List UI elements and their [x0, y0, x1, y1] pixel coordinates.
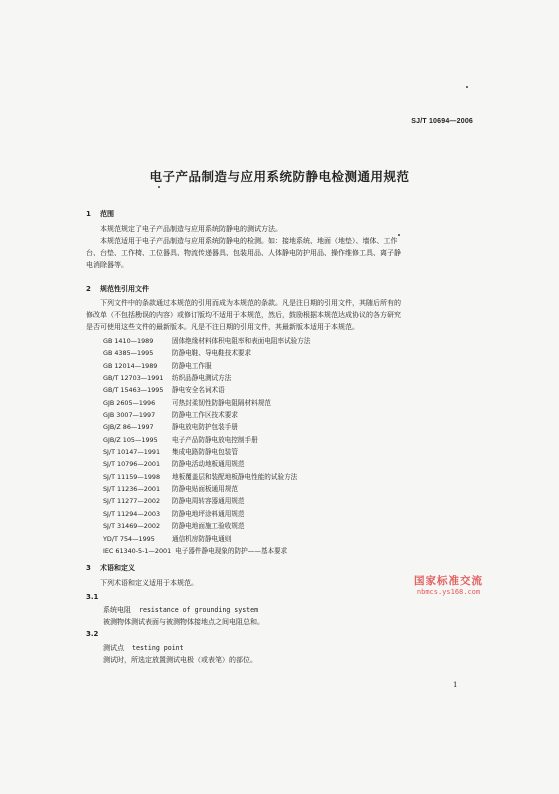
reference-title: 地板覆盖层和装配地板静电性能的试验方法: [172, 472, 298, 481]
reference-code: SJ/T 31469—2002: [103, 522, 161, 531]
references-intro-line-1: 下列文件中的条款通过本规范的引用而成为本规范的条款。凡是注日期的引用文件，其随后所有的: [100, 299, 401, 307]
reference-code: GJB/Z 105—1995: [103, 435, 158, 444]
page-number: 1: [453, 681, 458, 689]
scope-paragraph: [86, 223, 471, 271]
reference-item: [103, 508, 310, 520]
reference-title: 纺织品静电测试方法: [172, 374, 232, 383]
reference-title: 防静电工作区技术要求: [172, 411, 238, 420]
reference-code: GB 1410—1989: [103, 337, 154, 345]
watermark-url: nbmcs.ys168.com: [416, 588, 481, 596]
reference-item: [103, 471, 310, 483]
reference-title: 电子器件静电现象的防护——基本要求: [175, 546, 288, 555]
term-chinese: 测试点: [103, 644, 124, 652]
reference-item: [103, 483, 310, 495]
term-number: 3.2: [86, 630, 99, 638]
reference-code: YD/T 754—1995: [103, 534, 155, 543]
scan-speck: [158, 186, 160, 188]
section-title: 规范性引用文件: [100, 285, 149, 293]
reference-item: [103, 421, 310, 433]
reference-item: [103, 335, 310, 347]
reference-item: [103, 446, 310, 458]
scope-line-4: 电消除器等。: [86, 261, 128, 269]
reference-item: [103, 409, 310, 421]
term-english: resistance of grounding system: [139, 606, 259, 614]
reference-item: [103, 545, 310, 557]
reference-item: [103, 520, 310, 532]
reference-title: 防静电地面施工验收规范: [172, 522, 245, 531]
references-intro-line-2: 修改单（不包括勘误的内容）或修订版均不适用于本规范，然后，鼓励根据本规范达成协议的各方研究: [86, 311, 401, 319]
term-english: testing point: [132, 644, 184, 652]
terms-intro: 下列术语和定义适用于本规范。: [100, 579, 198, 587]
reference-title: 集成电路防静电包装管: [172, 448, 238, 457]
reference-code: GB 4385—1995: [103, 349, 154, 358]
references-intro: [86, 297, 471, 333]
term-heading: [103, 605, 258, 615]
reference-title: 防静电周转容器通用规范: [172, 497, 245, 506]
watermark-stamp: [414, 573, 483, 596]
term-definition: 测试时，所选定放置测试电极（或表笔）的部位。: [103, 656, 257, 664]
scan-speck: [398, 234, 400, 236]
reference-item: [103, 384, 310, 396]
reference-code: SJ/T 11159—1998: [103, 472, 161, 481]
term-definition: 被测物体测试表面与被测物体接地点之间电阻总和。: [103, 618, 264, 626]
scope-line-3: 台、台垫、工作椅、工位器具、物流传递器具、包装用品、人体静电防护用品、操作维修工具、离子静: [86, 249, 401, 257]
reference-code: GJB/Z 86—1997: [103, 423, 154, 432]
reference-title: 电子产品防静电放电控制手册: [172, 435, 258, 444]
section-1-heading: [86, 209, 114, 219]
section-title: 范围: [100, 210, 114, 218]
reference-code: SJ/T 11294—2003: [103, 509, 161, 518]
section-number: 1: [86, 210, 91, 218]
document-title: 电子产品制造与应用系统防静电检测通用规范: [149, 169, 410, 184]
reference-title: 静电安全名词术语: [172, 386, 225, 395]
reference-title: 防静电工作服: [172, 361, 212, 370]
reference-code: IEC 61340-5-1—2001: [103, 546, 172, 555]
reference-code: SJ/T 11236—2001: [103, 485, 161, 494]
reference-code: SJ/T 10796—2001: [103, 460, 161, 469]
reference-item: [103, 397, 310, 409]
reference-code: SJ/T 10147—1991: [103, 448, 161, 457]
watermark-title: 国家标准交流: [414, 575, 483, 587]
scan-speck: [466, 86, 468, 88]
section-3-heading: [86, 563, 135, 573]
reference-code: SJ/T 11277—2002: [103, 497, 161, 506]
section-2-heading: [86, 284, 149, 294]
reference-title: 防静电鞋、导电鞋技术要求: [172, 349, 252, 358]
reference-code: GB 12014—1989: [103, 361, 158, 370]
reference-item: [103, 347, 310, 359]
reference-item: [103, 434, 310, 446]
reference-title: 静电放电防护包装手册: [172, 423, 238, 432]
reference-list: [103, 335, 310, 557]
standard-code: SJ/T 10694—2006: [411, 118, 473, 125]
reference-title: 防静电贴面板通用规范: [172, 485, 238, 494]
reference-code: GJB 2605—1996: [103, 398, 156, 407]
reference-code: GJB 3007—1997: [103, 411, 156, 420]
reference-item: [103, 360, 310, 372]
reference-title: 防静电活动地板通用规范: [172, 460, 245, 469]
references-intro-line-3: 是否可使用这些文件的最新版本。凡是不注日期的引用文件，其最新版本适用于本规范。: [86, 323, 359, 331]
reference-code: GB/T 15463—1995: [103, 386, 164, 395]
term-heading: [103, 643, 184, 653]
reference-title: 通信机房防静电通则: [172, 534, 232, 543]
term-number: 3.1: [86, 593, 99, 601]
reference-item: [103, 458, 310, 470]
section-title: 术语和定义: [100, 564, 135, 572]
reference-code: GB/T 12703—1991: [103, 374, 164, 383]
reference-item: [103, 533, 310, 545]
reference-item: [103, 372, 310, 384]
section-number: 3: [86, 564, 91, 572]
scope-line-2: 本规范适用于电子产品制造与应用系统防静电的检测。如：接地系统、地面（地垫）、墙体、工作: [100, 237, 398, 245]
reference-title: 固体绝缘材料体积电阻率和表面电阻率试验方法: [172, 337, 311, 345]
reference-title: 防静电地坪涂料通用规范: [172, 509, 245, 518]
reference-title: 可热封柔韧性防静电阻隔材料规范: [172, 398, 271, 407]
term-chinese: 系统电阻: [103, 606, 131, 614]
section-number: 2: [86, 285, 91, 293]
reference-item: [103, 495, 310, 507]
scope-line-1: 本规范规定了电子产品制造与应用系统防静电的测试方法。: [100, 225, 282, 233]
